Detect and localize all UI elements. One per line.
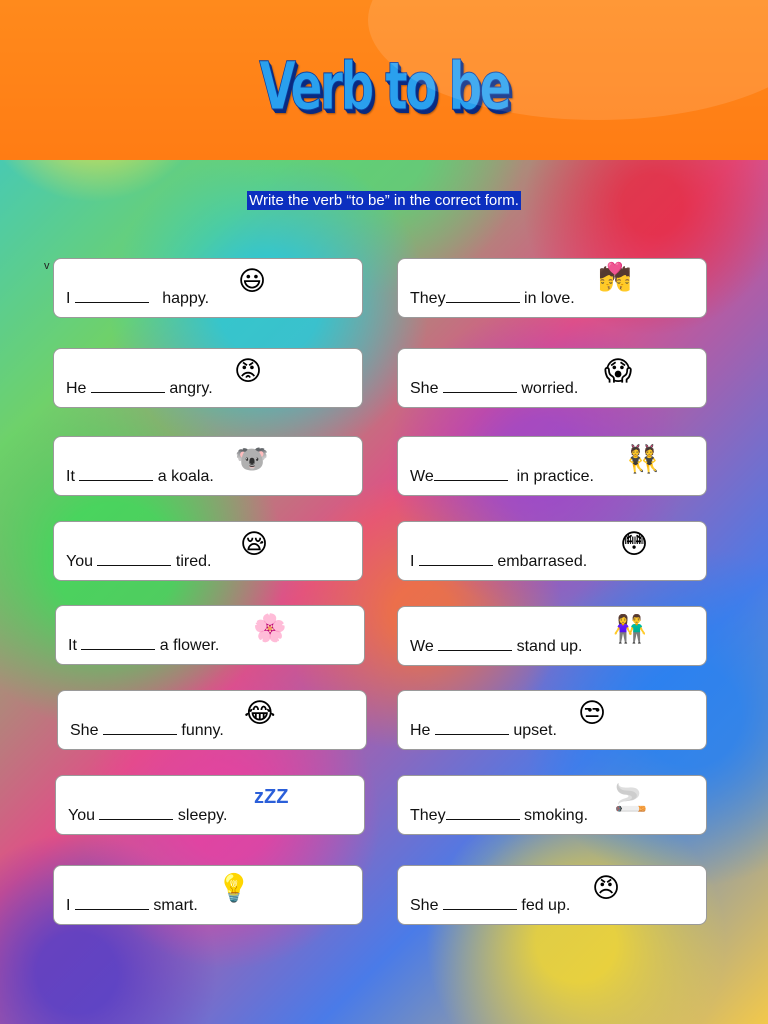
exercise-sentence: You sleepy. bbox=[68, 807, 228, 824]
exercise-box-right-5[interactable] bbox=[397, 606, 707, 666]
instruction-text: Write the verb “to be” in the correct form. bbox=[249, 192, 519, 209]
answer-blank[interactable] bbox=[91, 391, 165, 393]
answer-blank[interactable] bbox=[443, 391, 517, 393]
exercise-sentence: It a flower. bbox=[68, 637, 220, 654]
answer-blank[interactable] bbox=[99, 818, 173, 820]
flushed-face-icon: 😳 bbox=[620, 529, 649, 560]
exercise-sentence: They in love. bbox=[410, 290, 575, 307]
exercise-sentence: I embarrased. bbox=[410, 553, 588, 570]
page-title: Verb to be bbox=[259, 48, 509, 125]
answer-blank[interactable] bbox=[97, 564, 171, 566]
exercise-box-left-3[interactable] bbox=[53, 436, 363, 496]
answer-blank[interactable] bbox=[81, 648, 155, 650]
exercise-box-left-1[interactable] bbox=[53, 258, 363, 318]
exercise-box-right-7[interactable] bbox=[397, 775, 707, 835]
exercise-sentence: He upset. bbox=[410, 722, 557, 739]
koala-icon: 🐨 bbox=[235, 444, 269, 475]
sleepy-face-icon: 😪 bbox=[240, 529, 269, 560]
cigarette-icon: 🚬 bbox=[614, 783, 648, 814]
exercise-sentence: It a koala. bbox=[66, 468, 214, 485]
answer-blank[interactable] bbox=[446, 301, 520, 303]
stray-mark: v bbox=[44, 260, 50, 272]
answer-blank[interactable] bbox=[435, 733, 509, 735]
exercise-box-left-6[interactable] bbox=[57, 690, 367, 750]
exercise-box-left-8[interactable] bbox=[53, 865, 363, 925]
exercise-box-right-4[interactable] bbox=[397, 521, 707, 581]
answer-blank[interactable] bbox=[75, 908, 149, 910]
exercise-sentence: We stand up. bbox=[410, 638, 583, 655]
exercise-sentence: I smart. bbox=[66, 897, 198, 914]
angry-face-icon: 😠 bbox=[592, 873, 621, 904]
answer-blank[interactable] bbox=[434, 479, 508, 481]
exercise-sentence: I happy. bbox=[66, 290, 210, 307]
exercise-box-right-1[interactable] bbox=[397, 258, 707, 318]
grinning-face-icon: 😃 bbox=[238, 266, 267, 297]
answer-blank[interactable] bbox=[438, 649, 512, 651]
exercise-sentence: She worried. bbox=[410, 380, 579, 397]
instruction bbox=[0, 192, 768, 210]
couple-icon: 👫 bbox=[613, 614, 647, 645]
exercise-box-left-4[interactable] bbox=[53, 521, 363, 581]
screaming-face-icon: 😱 bbox=[604, 356, 633, 387]
tears-of-joy-icon: 😂 bbox=[244, 698, 276, 729]
couple-kiss-icon: 💏 bbox=[598, 262, 632, 293]
header-banner bbox=[0, 0, 768, 160]
light-bulb-icon: 💡 bbox=[217, 873, 251, 904]
cherry-blossom-icon: 🌸 bbox=[253, 613, 287, 644]
answer-blank[interactable] bbox=[75, 301, 149, 303]
angry-face-icon: 😡 bbox=[234, 356, 263, 387]
exercise-box-left-2[interactable] bbox=[53, 348, 363, 408]
answer-blank[interactable] bbox=[446, 818, 520, 820]
exercise-sentence: You tired. bbox=[66, 553, 212, 570]
exercise-sentence: She funny. bbox=[70, 722, 224, 739]
exercise-box-right-2[interactable] bbox=[397, 348, 707, 408]
exercise-box-right-6[interactable] bbox=[397, 690, 707, 750]
dancers-icon: 👯 bbox=[626, 444, 660, 475]
exercise-sentence: She fed up. bbox=[410, 897, 571, 914]
exercise-box-left-5[interactable] bbox=[55, 605, 365, 665]
exercise-box-right-8[interactable] bbox=[397, 865, 707, 925]
answer-blank[interactable] bbox=[443, 908, 517, 910]
sleeping-zzz-icon: zZZ bbox=[254, 786, 289, 808]
answer-blank[interactable] bbox=[419, 564, 493, 566]
exercise-sentence: They smoking. bbox=[410, 807, 589, 824]
answer-blank[interactable] bbox=[79, 479, 153, 481]
exercise-sentence: We in practice. bbox=[410, 468, 594, 485]
unamused-face-icon: 😒 bbox=[578, 698, 607, 729]
answer-blank[interactable] bbox=[103, 733, 177, 735]
exercise-sentence: He angry. bbox=[66, 380, 213, 397]
exercise-box-left-7[interactable] bbox=[55, 775, 365, 835]
exercise-box-right-3[interactable] bbox=[397, 436, 707, 496]
